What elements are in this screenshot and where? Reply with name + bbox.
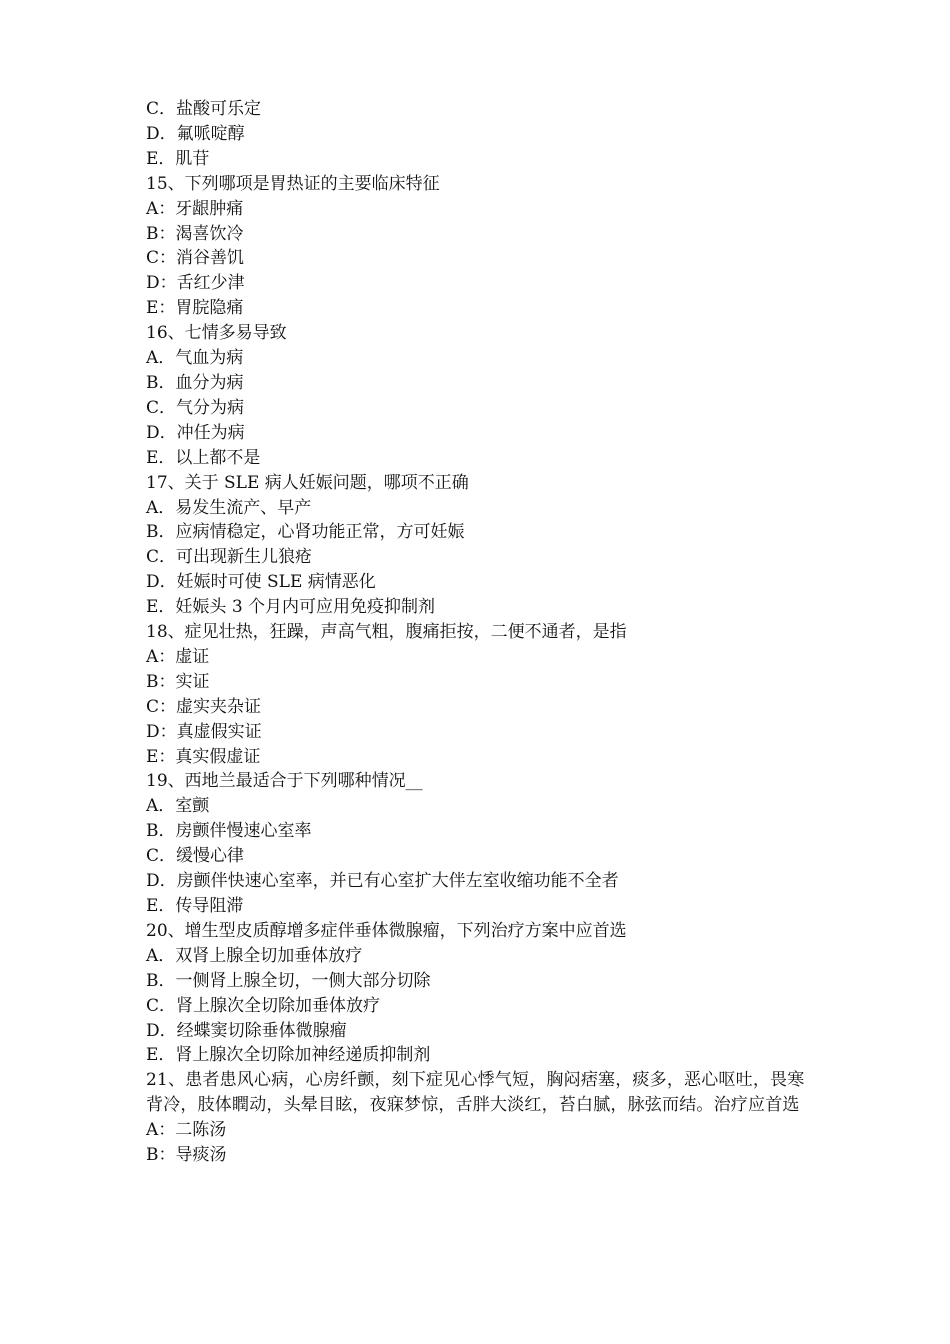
option-line: A．双肾上腺全切加垂体放疗 — [146, 945, 363, 966]
option-line: C．肾上腺次全切除加垂体放疗 — [146, 995, 381, 1016]
option-line: B：渴喜饮冷 — [146, 223, 244, 244]
option-line: A：虚证 — [146, 646, 210, 667]
option-line: B．应病情稳定，心肾功能正常，方可妊娠 — [146, 522, 465, 543]
question-stem: 15、下列哪项是胃热证的主要临床特征 — [146, 173, 440, 194]
option-line: C：虚实夹杂证 — [146, 696, 262, 717]
question-list — [146, 97, 826, 1068]
option-line: C．可出现新生儿狼疮 — [146, 547, 313, 568]
option-line: D．妊娠时可使 SLE 病情恶化 — [146, 572, 376, 593]
question-stem: 17、关于 SLE 病人妊娠问题，哪项不正确 — [146, 472, 469, 493]
option-line: B．一侧肾上腺全切，一侧大部分切除 — [146, 970, 431, 991]
question-stem: 16、七情多易导致 — [146, 323, 287, 344]
option-line: A：二陈汤 — [146, 1120, 227, 1141]
option-line: C．缓慢心律 — [146, 846, 245, 867]
option-line: E．肾上腺次全切除加神经递质抑制剂 — [146, 1045, 431, 1066]
option-line: B：导痰汤 — [146, 1145, 227, 1166]
option-line: D：舌红少津 — [146, 273, 245, 294]
option-line: C．气分为病 — [146, 397, 245, 418]
question-stem: 18、症见壮热，狂躁，声高气粗，腹痛拒按，二便不通者，是指 — [146, 622, 627, 643]
option-line: C：消谷善饥 — [146, 248, 245, 269]
option-line: D．房颤伴快速心室率，并已有心室扩大伴左室收缩功能不全者 — [146, 871, 619, 892]
question-stem: 21、患者患风心病，心房纤颤，刻下症见心悸气短，胸闷痞塞，痰多，恶心呕吐，畏寒背冷，肢体瞤动，头晕目眩，夜寐梦惊，舌胖大淡红，苔白腻，脉弦而结。治疗应首选 — [146, 1070, 805, 1116]
option-line: D．冲任为病 — [146, 422, 245, 443]
option-line: E：真实假虚证 — [146, 746, 261, 767]
question-stem: 20、增生型皮质醇增多症伴垂体微腺瘤，下列治疗方案中应首选 — [146, 920, 627, 941]
document-page — [146, 97, 826, 1168]
option-line: C．盐酸可乐定 — [146, 99, 262, 119]
option-line: E：胃脘隐痛 — [146, 298, 244, 319]
option-line: B：实证 — [146, 671, 210, 692]
option-line: D．经蝶窦切除垂体微腺瘤 — [146, 1020, 347, 1041]
option-line: E．传导阻滞 — [146, 896, 244, 916]
option-line: A：牙龈肿痛 — [146, 198, 244, 219]
option-line: B．血分为病 — [146, 372, 244, 393]
question-stem: 19、西地兰最适合于下列哪种情况__ — [146, 771, 423, 792]
option-line: E．肌苷 — [146, 148, 210, 169]
option-line: E．妊娠头 3 个月内可应用免疫抑制剂 — [146, 597, 436, 618]
option-line: A．气血为病 — [146, 348, 244, 369]
option-line: A．室颤 — [146, 796, 210, 817]
option-line: B．房颤伴慢速心室率 — [146, 821, 312, 842]
option-line: E．以上都不是 — [146, 447, 261, 468]
option-line: A．易发生流产、早产 — [146, 497, 312, 518]
option-line: D．氟哌啶醇 — [146, 123, 245, 144]
option-line: D：真虚假实证 — [146, 721, 262, 742]
